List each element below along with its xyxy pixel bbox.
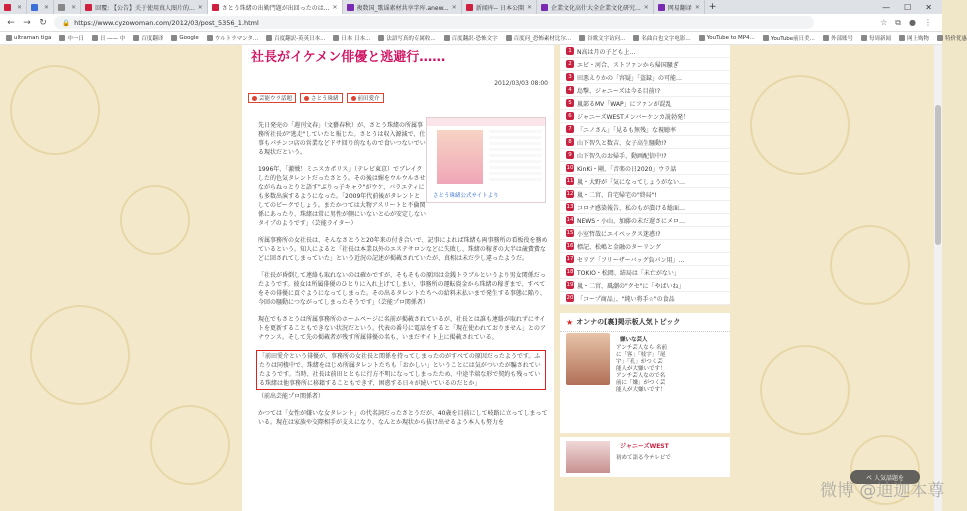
close-icon[interactable]: ✕	[44, 3, 50, 11]
rank-number: 11	[566, 178, 574, 184]
forum-board	[560, 313, 730, 433]
rank-number: 19	[566, 282, 574, 288]
close-icon[interactable]: ✕	[71, 3, 77, 11]
bookmark-label: 名曲白也文字电影...	[641, 36, 691, 42]
browser-tab[interactable]	[81, 0, 208, 14]
ranking-list	[560, 45, 730, 305]
bookmark-label: 百度翻译	[141, 36, 164, 42]
bookmark-label: YouTube前日美...	[770, 36, 815, 42]
article-photo[interactable]	[426, 117, 546, 203]
bookmark[interactable]	[633, 34, 690, 42]
minimize-icon[interactable]: —	[882, 2, 891, 12]
ranking-item[interactable]	[560, 162, 730, 175]
board-header	[560, 313, 730, 332]
background-decoration	[10, 65, 100, 155]
article	[242, 45, 554, 511]
portrait-image	[437, 130, 483, 184]
ranking-item[interactable]	[560, 266, 730, 279]
ranking-text: 島撃、ジャニーズは今る目前!?	[577, 87, 661, 95]
favicon-icon	[347, 4, 354, 11]
ranking-item[interactable]	[560, 175, 730, 188]
bookmark-icon	[699, 35, 705, 41]
highlighted-quote	[256, 350, 546, 390]
tag-link[interactable]	[248, 93, 296, 103]
reload-icon[interactable]: ↻	[39, 17, 47, 28]
bookmark-icon	[133, 35, 139, 41]
ranking-item[interactable]	[560, 97, 730, 110]
rank-number: 18	[566, 269, 574, 275]
article-paragraph: かつては「女性が嫌いな女タレント」の代名詞だったさとうだが、40歳を目前にして岐路に立ってしまっている。現在は家族や交際相手が支えになり、なんとか現状から抜け出せるよう本人も努力を	[258, 410, 548, 426]
profile-icon[interactable]: ●	[909, 17, 916, 27]
tab-bar	[0, 0, 942, 14]
ranking-item[interactable]	[560, 123, 730, 136]
rank-number: 5	[566, 99, 574, 107]
related-text: 初めて語る今テレビで	[616, 455, 671, 461]
tag-icon	[304, 96, 309, 101]
rank-number: 6	[566, 112, 574, 120]
background-decoration	[30, 305, 130, 405]
article-paragraph: 現在でもさとうは所属事務所のホームページに名前が掲載されているが、社長とは誰も連絡が取れずにサイトを更新することもできない状況だという。代表の番号に電話をすると「現在使われておりません」とのアナウンス。そして先の掲載者が残す所属俳優の名も、いまだサイト上に掲載されている。	[258, 316, 547, 341]
bookmarks-bar	[0, 32, 967, 45]
ranking-item[interactable]	[560, 110, 730, 123]
ranking-text: エビ・河合、ストファンから帰国騒ぎ	[577, 61, 679, 69]
bookmark-icon	[579, 35, 585, 41]
bookmark[interactable]	[444, 34, 498, 42]
tab-label: 回覆: 【公告】关于使用真人图片的...	[95, 4, 195, 12]
rank-number: 1	[566, 47, 574, 55]
bookmark-label: 百度翻訳-英英日本...	[274, 36, 326, 42]
photo-sidebar-text	[489, 130, 541, 184]
ranking-text: 山下智久と数吉、女子高生騒動!?	[577, 139, 667, 147]
bookmark-icon	[444, 35, 450, 41]
extension-icon[interactable]: ⧉	[895, 17, 902, 27]
quote-source: （前出芸能プロ関係者）	[258, 393, 325, 400]
background-decoration	[150, 405, 230, 485]
article-paragraph: 所属事務所の女社長は、そんなさとうと20年来の付き合いで、記事によれば珠緒も両事務所の看板役を務めているという。知人によると「社長は本業以外のエステサロンなどに失敗し、珠緒の稼ぎの大半は歳費費などに回されてしまっていた」という近況の記述が掲載されていたが、真相は未だ少し違ったようだ。	[258, 237, 548, 262]
close-icon[interactable]: ✕	[17, 3, 23, 11]
tab-label: 企業文化高什大全企業文化研究...	[551, 4, 641, 12]
bookmark-label: 法語写真的专属收...	[386, 36, 436, 42]
favicon-icon	[212, 4, 219, 11]
menu-icon[interactable]: ⋮	[924, 17, 932, 27]
ranking-item[interactable]	[560, 45, 730, 58]
ranking-item[interactable]	[560, 188, 730, 201]
url-input[interactable]	[54, 16, 814, 29]
ranking-item[interactable]	[560, 201, 730, 214]
favicon-icon	[658, 4, 665, 11]
sidebar	[560, 45, 730, 511]
ranking-text: 小室哲哉にエイベックス迷惑!?	[577, 230, 661, 238]
ranking-text: ジャニーズWESTメンバーケンカ説勃発！	[577, 113, 690, 121]
rank-number: 15	[566, 230, 574, 236]
bookmark-icon	[171, 35, 177, 41]
ranking-text: 嵐・二宮、自宅帰宅の"終局"!	[577, 191, 657, 199]
bookmark-icon	[633, 35, 639, 41]
popular-topics-button[interactable]: ペ 人気話題を	[850, 470, 920, 484]
board-title: オンナの[裏]掲示板人気トピック	[576, 318, 681, 326]
tag-label: 芸能ウラ話題	[259, 96, 293, 102]
lock-icon: 🔒	[62, 18, 71, 27]
bookmark[interactable]	[171, 35, 198, 41]
bookmark[interactable]	[92, 34, 126, 42]
bookmark-icon	[899, 35, 905, 41]
bookmark[interactable]	[579, 34, 625, 42]
favicon-icon	[85, 4, 92, 11]
tab-label: 複数国_歌谣素材共享字库.anew...	[356, 4, 449, 12]
bookmark-label: 网上购物	[906, 36, 929, 42]
article-date: 2012/03/03 08:00	[494, 80, 548, 87]
close-icon[interactable]: ✕	[451, 3, 457, 11]
favicon-icon	[4, 4, 11, 11]
toolbar-icons	[880, 18, 942, 28]
board-topic-text: アンチ芸人なら 名前に「客」「枝宇」「尾宇」「孔」がつく芸能人が大嫌いです！ アンチ芸人なので名前に「嫌」がつく芸能人が大嫌いです！	[616, 345, 668, 393]
bookmark[interactable]	[378, 34, 435, 42]
ranking-text: N高は月の子ども上…	[577, 48, 636, 56]
bookmark[interactable]	[861, 34, 891, 42]
maximize-icon[interactable]: ☐	[904, 2, 912, 12]
bookmark[interactable]	[823, 34, 853, 42]
close-icon[interactable]: ✕	[197, 3, 203, 11]
favicon-icon	[466, 4, 473, 11]
bookmark[interactable]	[6, 35, 51, 41]
bookmark-label: ultraman tiga	[14, 35, 52, 41]
bookmark[interactable]	[763, 34, 815, 42]
bookmark[interactable]	[207, 34, 258, 42]
ranking-text: 「コープ商品」、"純い将手☆"の食品	[577, 295, 675, 303]
bookmark-label: 特价优惠	[944, 36, 967, 42]
bookmark-icon	[333, 35, 339, 41]
rank-number: 17	[566, 256, 574, 262]
bookmark-label: 百度问_恐怖素材比尔...	[513, 36, 572, 42]
ranking-item[interactable]	[560, 136, 730, 149]
rank-number: 16	[566, 243, 574, 249]
bookmark[interactable]	[266, 34, 325, 42]
background-decoration	[120, 185, 190, 255]
bookmark-icon	[92, 35, 98, 41]
bookmark-label: 日 —— 中	[99, 36, 126, 42]
bookmark-icon	[378, 35, 384, 41]
ranking-text: 標記、松嶋と金融のターリング	[577, 243, 661, 251]
ranking-item[interactable]	[560, 58, 730, 71]
bookmark[interactable]	[699, 35, 755, 41]
ranking-item[interactable]	[560, 279, 730, 292]
background-decoration	[750, 75, 850, 175]
browser-tab[interactable]	[27, 0, 54, 14]
watermark: 微博 @迪迦本尊	[820, 481, 945, 501]
address-bar	[0, 14, 942, 32]
bookmark-icon	[207, 35, 213, 41]
bookmark-label: Google	[179, 35, 199, 41]
close-icon[interactable]: ✕	[643, 3, 649, 11]
browser-tab-active[interactable]	[208, 0, 343, 14]
ranking-item[interactable]	[560, 240, 730, 253]
ranking-text: 「ニノさん」「見るも無残」な視聴率	[577, 126, 677, 134]
tag-icon	[252, 96, 257, 101]
rank-number: 14	[566, 217, 574, 223]
ranking-text: KinKi・剛、「音楽の日2020」ウラ話	[577, 165, 677, 173]
new-tab-button[interactable]: +	[708, 2, 717, 12]
tag-label: さとう珠緒	[311, 96, 339, 102]
photo-header	[427, 118, 545, 126]
bookmark-label: 外部账号	[830, 36, 853, 42]
close-window-icon[interactable]: ✕	[925, 2, 932, 12]
tag-list	[248, 93, 548, 103]
bookmark-icon	[937, 35, 943, 41]
bookmark-label: ウルトラマンタ...	[214, 36, 259, 42]
ranking-text: 嵐・大野が「気になってしょうがない…	[577, 178, 686, 186]
background-decoration	[830, 225, 910, 305]
ranking-text: 田悪えりかの「容疑」「盗録」の可能…	[577, 74, 683, 82]
tab-label: 新闻库-- 日本公開	[475, 4, 524, 12]
article-headline: 社長がイケメン俳優と逃避行……	[251, 50, 446, 65]
related-thumbnail	[566, 441, 610, 473]
rank-number: 3	[566, 73, 574, 81]
photo-caption[interactable]: さとう珠緒公式サイトより	[433, 193, 499, 199]
scroll-thumb[interactable]	[935, 105, 941, 245]
bookmark[interactable]	[899, 34, 929, 42]
bookmark-icon	[823, 35, 829, 41]
ranking-text: セリア「フリーザーバッグ負パン用」…	[577, 256, 685, 264]
bookmark-label: 每周新闻	[868, 36, 891, 42]
tag-label: 前田愛介	[357, 96, 380, 102]
quote-text: 「前田愛介という俳優が、事務所の女社長と関係を持ってしまったのがすべての原因だったようです。ふたりは同棲中で、珠緒をはじめ所属タレントたちも「おかしい」ということには気がついたが騙されていたようです。当時、社長は前田とともに行方不明になってしまったため、中途半端な形で契約も残っている珠緒は他事務所に移籍することもできず、困惑する日々が続いているのだとか」	[259, 353, 541, 387]
browser-tab[interactable]	[343, 0, 462, 14]
bookmark-icon	[266, 35, 272, 41]
rank-number: 2	[566, 60, 574, 68]
article-paragraph: 先日発売の「週刊文春」（文藝春秋）が、さとう珠緒の所属事務所社長が"逃走"していたと報じた。さとうは収入源減で、仕事もパチンコ店の営業などドサ回り的なもので食いつないでいる現状だという。	[258, 122, 426, 156]
bookmark[interactable]	[333, 34, 370, 42]
browser-tab[interactable]	[54, 0, 81, 14]
favicon-icon	[541, 4, 548, 11]
bookmark-icon	[861, 35, 867, 41]
scrollbar[interactable]	[934, 45, 942, 511]
bookmark-label: 百度翻訳-恐怖文字	[451, 36, 498, 42]
bookmark[interactable]	[506, 34, 572, 42]
bookmark-icon	[6, 35, 12, 41]
ranking-item[interactable]	[560, 227, 730, 240]
browser-tab[interactable]	[462, 0, 537, 14]
rank-number: 4	[566, 86, 574, 94]
close-icon[interactable]: ✕	[527, 3, 533, 11]
ranking-text: 山下智久のお帰手、動画配信中!?	[577, 152, 667, 160]
ranking-item[interactable]	[560, 253, 730, 266]
browser-tab[interactable]	[654, 0, 705, 14]
rank-number: 10	[566, 165, 574, 171]
back-icon[interactable]: ←	[7, 17, 15, 28]
ranking-item[interactable]	[560, 71, 730, 84]
ranking-text: コロナ感染報告、私のもが潰ける総面…	[577, 204, 686, 212]
bookmark-icon	[763, 35, 769, 41]
url-text: https://www.cyzowoman.com/2012/03/post_5356_1.html	[74, 18, 259, 27]
article-paragraph: 1996年、「激戦！ミニスカポリス」（テレビ東京）でブレイクした的色気タレントだったさとう。その後は媚をウルウルさせながらねっとりと語す"ぶりっ子キャラ"がウケ、バラエティにも多数出演するようになった。「2009年代前後がタレントとしてのピークでしょう。またかつては大物アスリートと不倫関係にあったり、珠緒は常に男性が側にいないと心が安定しないタイプのようです」（芸能ライター）	[258, 166, 426, 227]
ranking-item[interactable]	[560, 214, 730, 227]
tag-link[interactable]	[347, 93, 384, 103]
article-paragraph: 「社長が昏倒して連絡も取れないのは確かですが、そもそもの原因は金銭トラブルというより男女関係だったようです。彼女は所属俳優のひとりに入れ上げてしまい、事務所の運転資金から珠緒の稼ぎまで、すべてをその俳優に貢ぐようになってしまった。その出るタレントたちへの給料未払いまで発生する事態に陥り、今回の騒動につながってしまったそうです」（芸能プロ関係者）	[258, 272, 546, 306]
star-icon[interactable]: ☆	[880, 17, 888, 27]
ranking-item[interactable]	[560, 149, 730, 162]
ranking-text: NEWS・小山、加藤の未だ遅さにメロ…	[577, 217, 686, 225]
ranking-text: TOKIO・松岡、結局は「未亡がない」	[577, 269, 680, 277]
rank-number: 8	[566, 138, 574, 146]
rank-number: 9	[566, 151, 574, 159]
star-icon: ★	[566, 317, 574, 327]
browser-tab[interactable]	[537, 0, 654, 14]
board-topic-title[interactable]: 嫌いな芸人	[620, 337, 648, 343]
ranking-text: 嵐・二宮、風潮の"クセ"に「やばいね」	[577, 282, 685, 290]
rank-number: 7	[566, 125, 574, 133]
related-title: ジャニーズWEST	[620, 443, 669, 450]
related-article[interactable]	[560, 437, 730, 477]
window-controls	[882, 3, 942, 12]
bookmark-label: YouTube to MP4...	[706, 35, 755, 41]
bookmark[interactable]	[133, 34, 163, 42]
close-icon[interactable]: ✕	[332, 3, 338, 11]
bookmark-icon	[506, 35, 512, 41]
rank-number: 12	[566, 191, 574, 197]
tab-label: さとう珠緒の出勤門題が出回ったのは...	[221, 4, 330, 12]
browser-tab[interactable]	[0, 0, 27, 14]
forward-icon[interactable]: →	[23, 17, 31, 28]
ranking-text: 嵐部るMV「WAP」にファンが混乱	[577, 100, 672, 108]
bookmark[interactable]	[59, 34, 84, 42]
close-icon[interactable]: ✕	[694, 3, 700, 11]
favicon-icon	[58, 4, 65, 11]
favicon-icon	[31, 4, 38, 11]
ranking-item[interactable]	[560, 292, 730, 305]
bookmark[interactable]	[937, 34, 967, 42]
rank-number: 13	[566, 204, 574, 210]
bookmark-label: 谷歌文字访问...	[587, 36, 626, 42]
bookmark-icon	[59, 35, 65, 41]
ranking-item[interactable]	[560, 84, 730, 97]
bookmark-label: 日本 日本...	[341, 36, 371, 42]
board-thumbnail[interactable]	[566, 333, 610, 385]
tag-icon	[351, 96, 356, 101]
bookmark-label: 中一日	[67, 36, 84, 42]
tab-label: 网易翻译	[667, 4, 692, 12]
background-decoration	[760, 345, 850, 435]
rank-number: 20	[566, 295, 574, 301]
tag-link[interactable]	[300, 93, 343, 103]
